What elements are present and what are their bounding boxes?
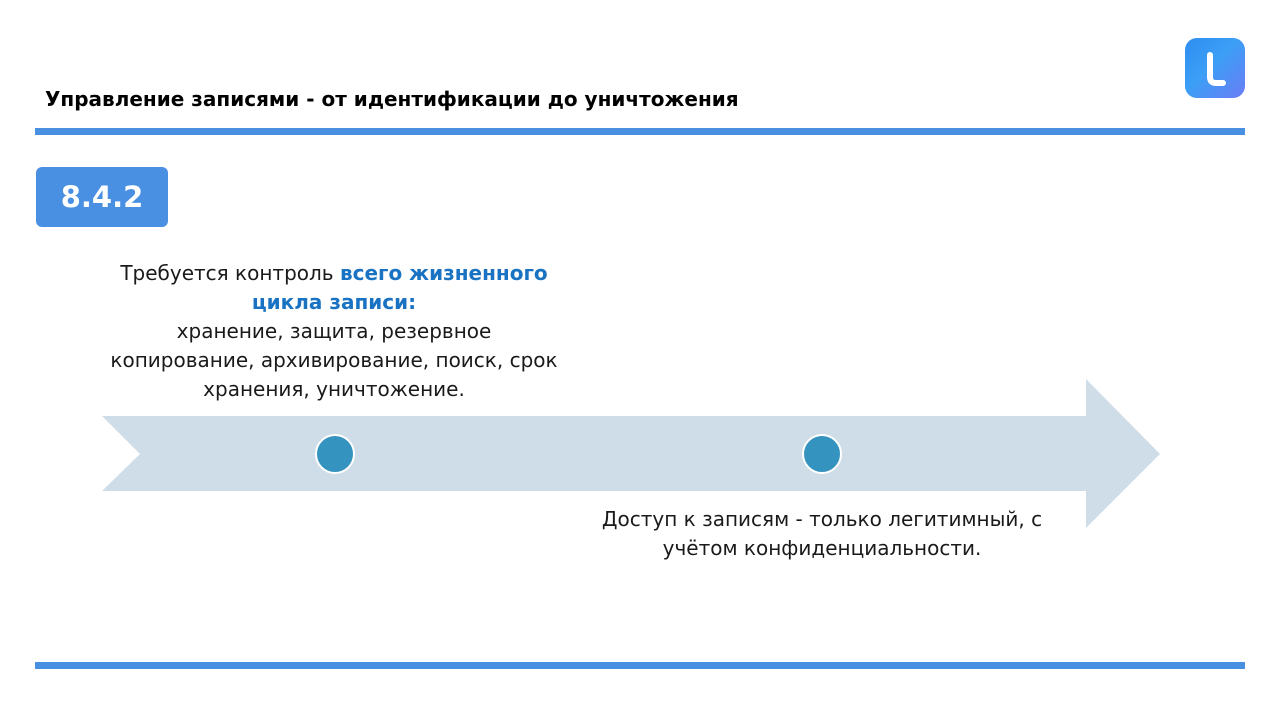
- timeline-point-1-highlight: всего жизненного цикла записи:: [251, 261, 548, 314]
- timeline-dot-2: [803, 435, 841, 473]
- timeline-point-1-before: Требуется контроль: [120, 261, 340, 285]
- timeline-dot-1: [316, 435, 354, 473]
- section-badge: 8.4.2: [36, 167, 168, 227]
- timeline-point-1-text: [108, 259, 560, 404]
- timeline-point-2-text: Доступ к записям - только легитимный, с учётом конфиденциальности.: [601, 507, 1043, 560]
- timeline-point-1-after: хранение, защита, резервное копирование, архивирование, поиск, срок хранения, уничтожение.: [110, 319, 558, 401]
- footer-divider: [35, 662, 1245, 669]
- page-title: Управление записями - от идентификации до уничтожения: [45, 87, 739, 111]
